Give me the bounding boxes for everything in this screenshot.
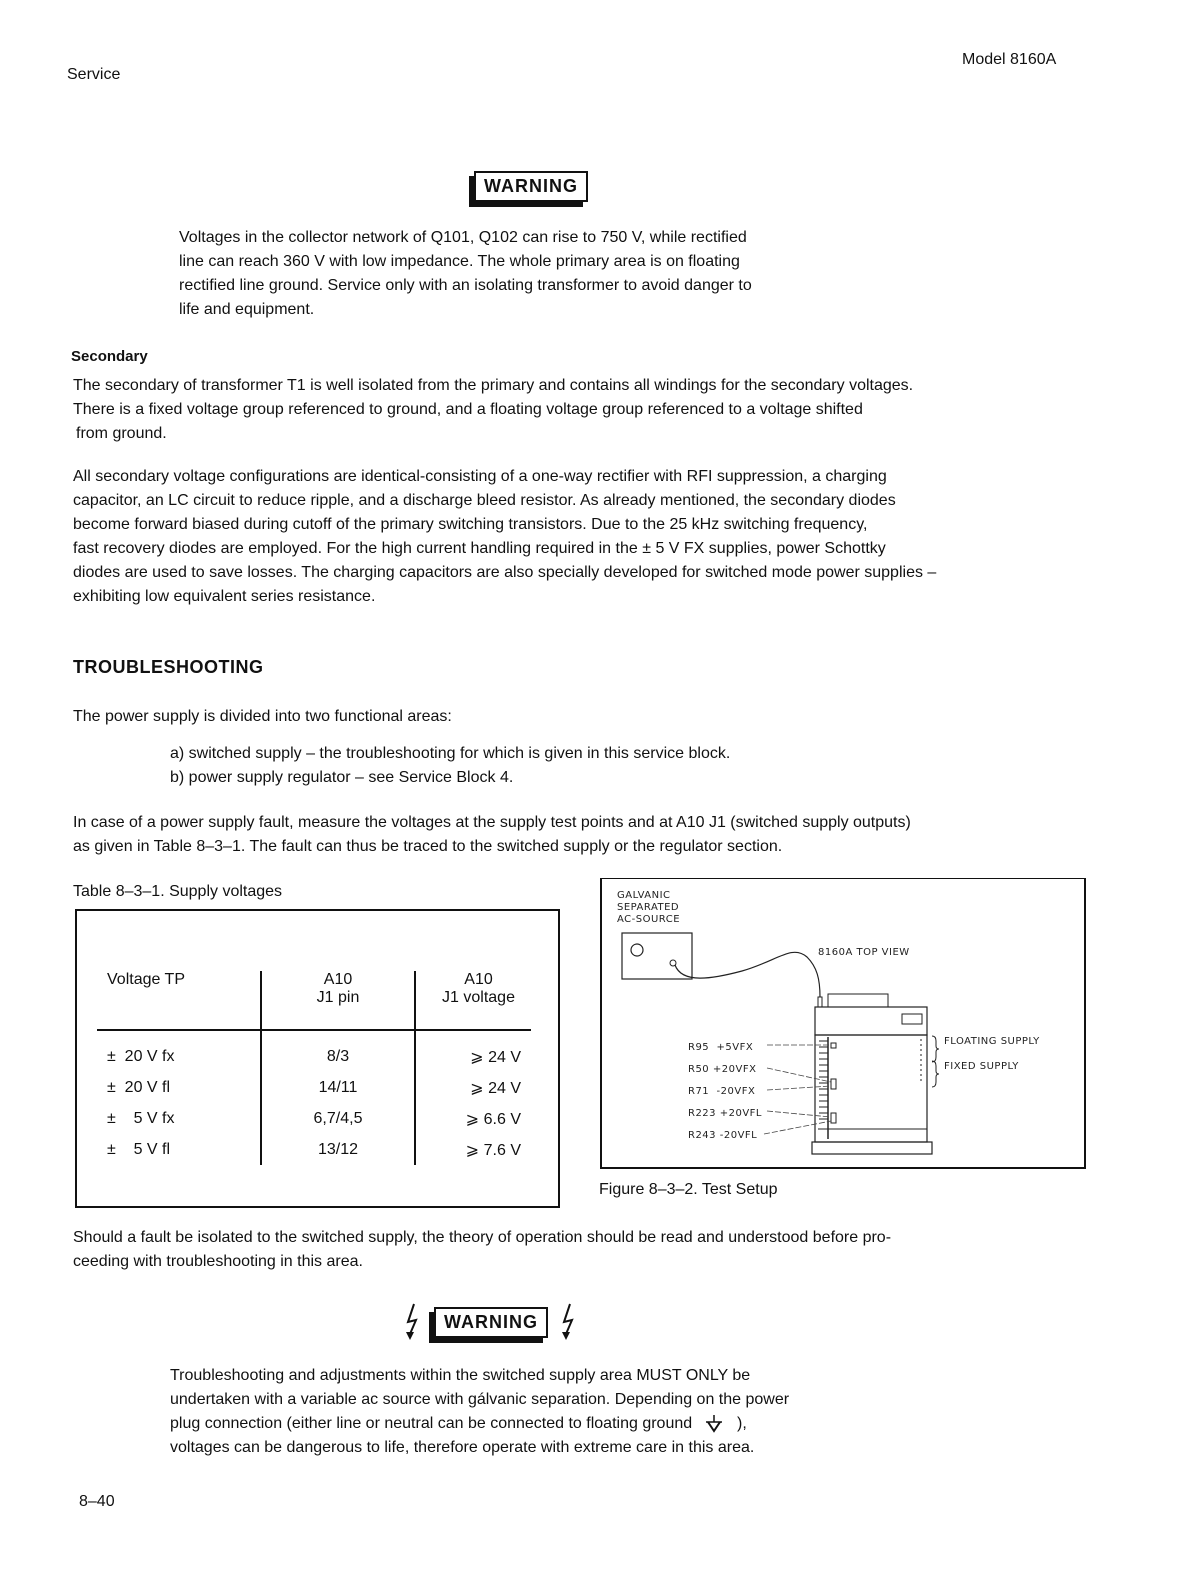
test-point-r50: R50 +20VFX [688,1064,757,1075]
cell-tp: ± 20 V fx [107,1047,175,1065]
warning-line [170,1412,890,1436]
troubleshooting-paragraph [73,811,1073,859]
warning-line: rectified line ground. Service only with an isolating transformer to avoid danger to [179,277,752,294]
cell-tp: ± 5 V fl [107,1140,171,1158]
cell-pin: 13/12 [261,1134,415,1165]
warning-badge [474,171,588,202]
cell-pin: 6,7/4,5 [261,1103,415,1134]
text-line: exhibiting low equivalent series resistance. [73,588,376,605]
table-row [97,1103,531,1134]
troubleshooting-intro: The power supply is divided into two functional areas: [73,708,452,725]
column-header-voltage-tp [97,971,261,1030]
test-point-r71: R71 -20VFX [688,1086,756,1097]
supply-voltages-table [97,971,531,1165]
high-voltage-warning-text [170,1364,890,1460]
text-line: diodes are used to save losses. The charging capacitors are also specially developed for switched mode power supplies – [73,564,937,581]
page-number: 8–40 [79,1493,115,1510]
text-line: The secondary of transformer T1 is well isolated from the primary and contains all windings for the secondary voltages. [73,377,914,394]
text-line: All secondary voltage configurations are identical-consisting of a one-way rectifier with RFI suppression, a charging [73,468,887,485]
supply-voltages-table-frame [75,909,560,1208]
cell-voltage: ⩾ 6.6 V [465,1110,521,1128]
secondary-paragraph-2 [73,465,1073,609]
floating-supply-label: FLOATING SUPPLY [944,1036,1040,1047]
fixed-supply-label: FIXED SUPPLY [944,1061,1019,1072]
text-line: There is a fixed voltage group referenced to ground, and a floating voltage group referenced to a voltage shifted [73,401,863,418]
table-row [97,1030,531,1072]
label-line: AC-SOURCE [617,914,681,925]
model-label: Model 8160A [962,51,1057,68]
cell-pin: 14/11 [261,1072,415,1103]
cell-tp: ± 20 V fl [107,1078,171,1096]
header-line: Voltage TP [107,971,185,988]
top-view-label: 8160A TOP VIEW [818,947,910,958]
list-item: b) power supply regulator – see Service Block 4. [170,769,514,786]
troubleshooting-heading: TROUBLESHOOTING [73,657,264,677]
table-header-row [97,971,531,1030]
functional-areas-list [170,742,730,790]
ac-source-label [617,890,680,926]
text-line: In case of a power supply fault, measure the voltages at the supply test points and at A10 J1 (switched supply outputs) [73,814,911,831]
test-setup-figure [600,878,1086,1169]
header-line: A10 [323,971,353,988]
figure-caption: Figure 8–3–2. Test Setup [599,1181,778,1198]
warning-badge-high-voltage [392,1302,590,1342]
column-header-j1-pin [261,971,415,1030]
header-line: J1 voltage [442,989,515,1006]
cell-tp: ± 5 V fx [107,1109,175,1127]
text-line: Should a fault be isolated to the switched supply, the theory of operation should be read and understood before pro- [73,1229,892,1246]
table-caption: Table 8–3–1. Supply voltages [73,883,283,900]
secondary-paragraph-1 [73,374,1073,446]
warning-line: life and equipment. [179,301,315,318]
warning-line-suffix: ), [737,1415,747,1432]
warning-line: undertaken with a variable ac source with gálvanic separation. Depending on the power [170,1391,790,1408]
label-line: GALVANIC [617,890,671,901]
text-line: fast recovery diodes are employed. For the high current handling required in the ± 5 V FX supplies, power Schottky [73,540,886,557]
test-point-r95: R95 +5VFX [688,1042,754,1053]
text-line: as given in Table 8–3–1. The fault can thus be traced to the switched supply or the regulator section. [73,838,783,855]
text-line: become forward biased during cutoff of the primary switching transistors. Due to the 25 kHz switching frequency, [73,516,868,533]
cell-pin: 8/3 [261,1030,415,1072]
warning-line: Troubleshooting and adjustments within the switched supply area MUST ONLY be [170,1367,751,1384]
test-point-r223: R223 +20VFL [688,1108,763,1119]
list-item: a) switched supply – the troubleshooting for which is given in this service block. [170,745,731,762]
warning-label: WARNING [434,1307,548,1338]
test-point-r243: R243 -20VFL [688,1130,758,1141]
lightning-bolt-icon [558,1302,580,1342]
table-row [97,1134,531,1165]
header-line: J1 pin [316,989,360,1006]
warning-label: WARNING [474,171,588,202]
warning-line: Voltages in the collector network of Q101, Q102 can rise to 750 V, while rectified [179,229,747,246]
cell-voltage: ⩾ 24 V [470,1048,521,1066]
floating-ground-icon [705,1415,723,1433]
secondary-heading: Secondary [71,348,148,365]
warning-line-text: plug connection (either line or neutral can be connected to floating ground [170,1415,693,1432]
text-line: from ground. [76,425,167,442]
cell-voltage: ⩾ 24 V [470,1079,521,1097]
section-label: Service [67,66,121,83]
warning-line: voltages can be dangerous to life, therefore operate with extreme care in this area. [170,1439,755,1456]
column-header-j1-voltage [415,971,531,1030]
text-line: capacitor, an LC circuit to reduce ripple, and a discharge bleed resistor. As already mentioned, the secondary diodes [73,492,896,509]
label-line: SEPARATED [617,902,680,913]
text-line: ceeding with troubleshooting in this area. [73,1253,363,1270]
fault-isolation-paragraph [73,1226,1073,1274]
warning-text [179,226,859,322]
header-line: A10 [464,971,493,988]
table-row [97,1072,531,1103]
warning-line: line can reach 360 V with low impedance. The whole primary area is on floating [179,253,740,270]
test-point-refs [688,1037,768,1147]
cell-voltage: ⩾ 7.6 V [465,1141,521,1159]
lightning-bolt-icon [402,1302,424,1342]
